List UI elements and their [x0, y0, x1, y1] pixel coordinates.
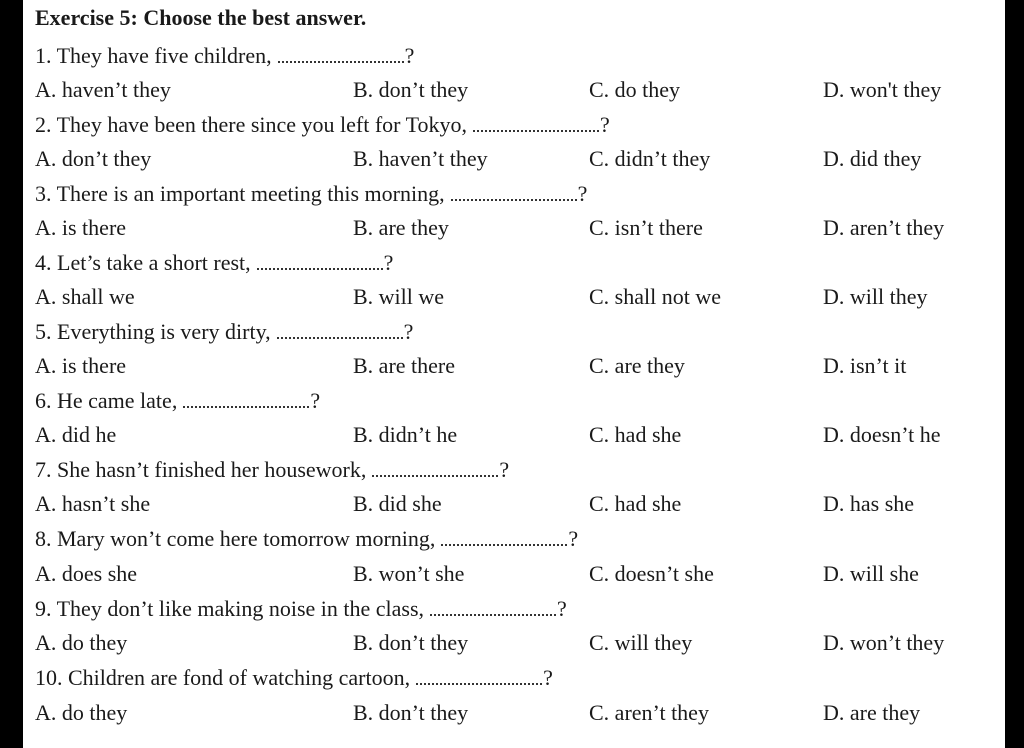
option-a[interactable]: A. haven’t they	[35, 77, 171, 102]
option-d[interactable]: D. will she	[823, 561, 919, 586]
question-number: 9.	[35, 596, 52, 621]
question-mark: ?	[403, 319, 414, 344]
question-number: 10.	[35, 665, 63, 690]
option-b[interactable]: B. don’t they	[353, 700, 469, 725]
answer-blank	[257, 264, 383, 270]
option-b[interactable]: B. will we	[353, 284, 445, 309]
option-b[interactable]: B. are they	[353, 215, 449, 240]
question-number: 2.	[35, 112, 52, 137]
option-d[interactable]: D. are they	[823, 700, 921, 725]
option-a[interactable]: A. is there	[35, 353, 127, 378]
question-number: 7.	[35, 457, 52, 482]
option-b[interactable]: B. haven’t they	[353, 146, 488, 171]
option-d[interactable]: D. doesn’t he	[823, 422, 941, 447]
question-mark: ?	[499, 457, 510, 482]
option-b[interactable]: B. don’t they	[353, 630, 469, 655]
question-text: Mary won’t come here tomorrow morning,	[57, 526, 436, 551]
option-a[interactable]: A. don’t they	[35, 146, 152, 171]
question-text: Everything is very dirty,	[57, 319, 271, 344]
answer-blank	[441, 540, 567, 546]
question-number: 4.	[35, 250, 52, 275]
question-number: 5.	[35, 319, 52, 344]
answer-blank	[372, 471, 498, 477]
option-c[interactable]: C. doesn’t she	[589, 561, 714, 586]
option-b[interactable]: B. don’t they	[353, 77, 469, 102]
option-b[interactable]: B. are there	[353, 353, 455, 378]
question-8	[35, 525, 578, 553]
question-text: There is an important meeting this morning,	[56, 181, 445, 206]
option-b[interactable]: B. didn’t he	[353, 422, 458, 447]
question-mark: ?	[383, 250, 394, 275]
option-a[interactable]: A. is there	[35, 215, 127, 240]
exercise-sheet	[23, 0, 1005, 748]
option-d[interactable]: D. has she	[823, 491, 915, 516]
option-a[interactable]: A. did he	[35, 422, 117, 447]
option-a[interactable]: A. shall we	[35, 284, 135, 309]
option-a[interactable]: A. do they	[35, 630, 128, 655]
answer-blank	[416, 679, 542, 685]
question-5	[35, 318, 413, 346]
question-text: Let’s take a short rest,	[57, 250, 251, 275]
question-6	[35, 387, 320, 415]
answer-blank	[430, 610, 556, 616]
option-a[interactable]: A. hasn’t she	[35, 491, 151, 516]
question-text: They don’t like making noise in the class,	[56, 596, 425, 621]
question-text: They have been there since you left for Tokyo,	[56, 112, 468, 137]
option-d[interactable]: D. did they	[823, 146, 922, 171]
question-1	[35, 42, 414, 70]
option-c[interactable]: C. didn’t they	[589, 146, 711, 171]
question-number: 1.	[35, 43, 52, 68]
answer-blank	[451, 195, 577, 201]
question-text: Children are fond of watching cartoon,	[68, 665, 411, 690]
option-d[interactable]: D. won't they	[823, 77, 942, 102]
question-9	[35, 595, 567, 623]
question-number: 8.	[35, 526, 52, 551]
question-number: 6.	[35, 388, 52, 413]
question-number: 3.	[35, 181, 52, 206]
option-c[interactable]: C. had she	[589, 491, 682, 516]
option-d[interactable]: D. will they	[823, 284, 928, 309]
question-mark: ?	[404, 43, 415, 68]
exercise-title: Exercise 5: Choose the best answer.	[35, 5, 367, 30]
option-c[interactable]: C. shall not we	[589, 284, 721, 309]
question-mark: ?	[557, 596, 567, 621]
option-b[interactable]: B. won’t she	[353, 561, 465, 586]
option-c[interactable]: C. had she	[589, 422, 682, 447]
option-b[interactable]: B. did she	[353, 491, 442, 516]
question-3	[35, 180, 587, 208]
answer-blank	[473, 126, 599, 132]
question-mark: ?	[600, 112, 610, 137]
answer-blank	[278, 57, 404, 63]
question-4	[35, 249, 393, 277]
option-c[interactable]: C. do they	[589, 77, 681, 102]
question-mark: ?	[310, 388, 321, 413]
option-c[interactable]: C. are they	[589, 353, 685, 378]
question-text: They have five children,	[56, 43, 272, 68]
option-d[interactable]: D. won’t they	[823, 630, 945, 655]
question-7	[35, 456, 509, 484]
question-mark: ?	[568, 526, 579, 551]
question-text: She hasn’t finished her housework,	[57, 457, 367, 482]
answer-blank	[183, 402, 309, 408]
question-10	[35, 664, 553, 692]
option-a[interactable]: A. does she	[35, 561, 138, 586]
question-text: He came late,	[57, 388, 178, 413]
option-d[interactable]: D. isn’t it	[823, 353, 907, 378]
option-a[interactable]: A. do they	[35, 700, 128, 725]
option-c[interactable]: C. aren’t they	[589, 700, 709, 725]
question-mark: ?	[543, 665, 553, 690]
answer-blank	[277, 333, 403, 339]
question-mark: ?	[577, 181, 588, 206]
option-d[interactable]: D. aren’t they	[823, 215, 945, 240]
option-c[interactable]: C. will they	[589, 630, 693, 655]
question-2	[35, 111, 610, 139]
option-c[interactable]: C. isn’t there	[589, 215, 703, 240]
